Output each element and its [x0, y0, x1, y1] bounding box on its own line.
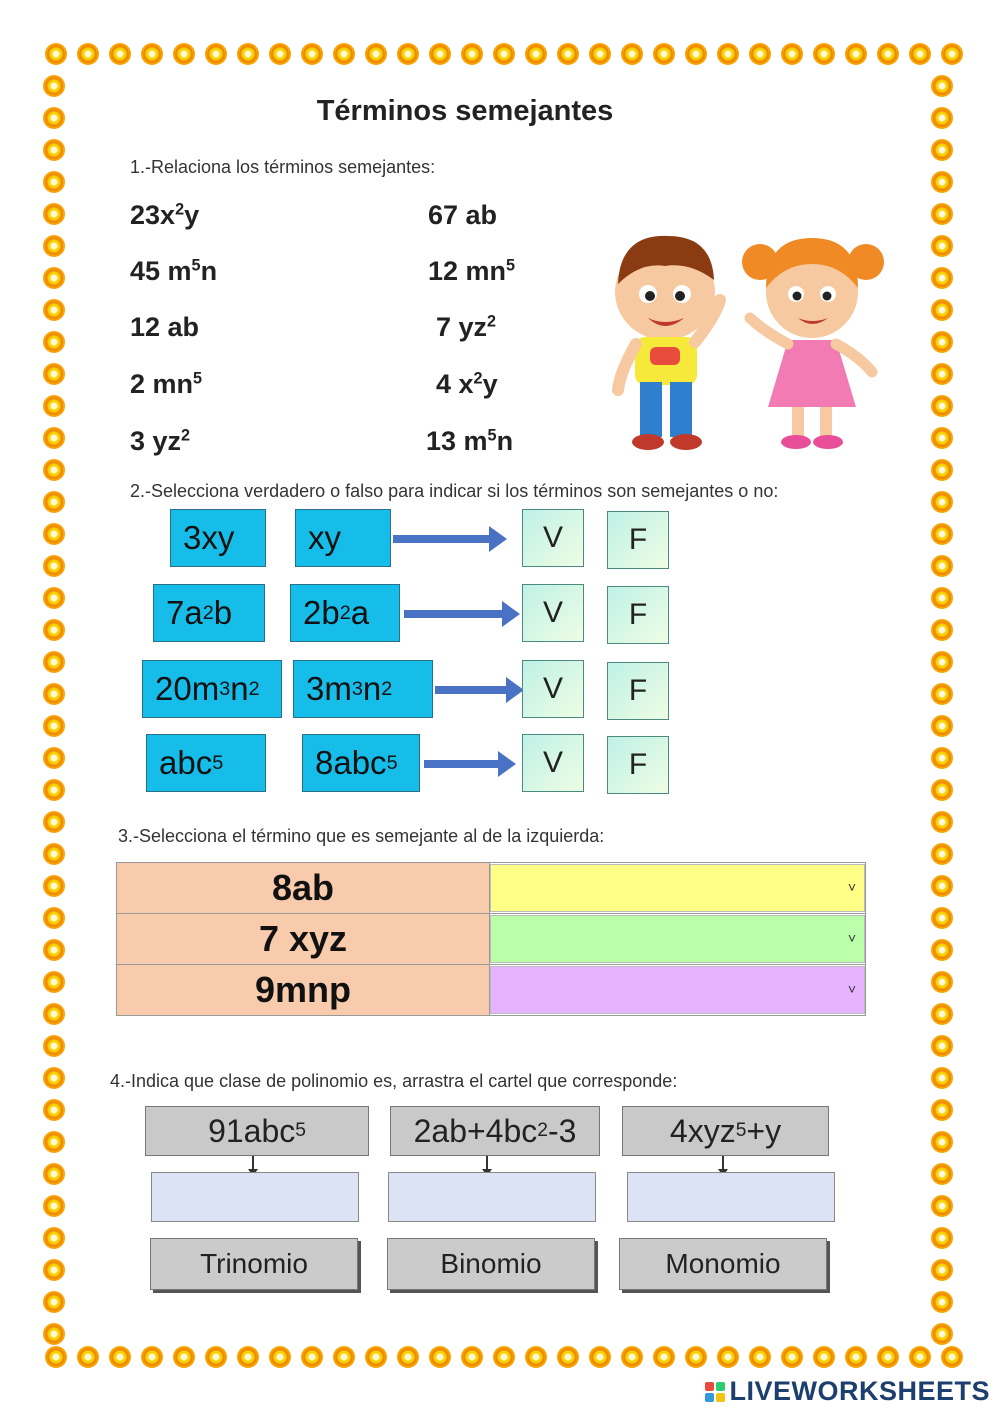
sunflower-icon [931, 747, 953, 769]
sunflower-icon [43, 203, 65, 225]
sunflower-icon [43, 299, 65, 321]
sunflower-icon [931, 1035, 953, 1057]
sunflower-icon [931, 1259, 953, 1281]
true-option[interactable]: V [522, 584, 584, 642]
sunflower-icon [77, 43, 99, 65]
sunflower-icon [931, 1163, 953, 1185]
sunflower-icon [931, 267, 953, 289]
sunflower-icon [205, 43, 227, 65]
sunflower-icon [43, 811, 65, 833]
sunflower-icon [237, 43, 259, 65]
sunflower-icon [685, 43, 707, 65]
children-illustration [590, 222, 900, 457]
section1-instruction: 1.-Relaciona los términos semejantes: [130, 157, 436, 177]
sunflower-icon [43, 1163, 65, 1185]
right-term[interactable]: 7 $yz^2$ [436, 312, 497, 342]
true-option[interactable]: V [522, 734, 584, 792]
right-term[interactable]: 67 ab [428, 200, 498, 230]
sunflower-icon [909, 1346, 931, 1368]
drop-target[interactable] [627, 1172, 835, 1222]
term-b-box: 2b 2 a [290, 584, 400, 642]
sunflower-icon [173, 43, 195, 65]
table-row [117, 863, 866, 914]
sunflower-icon [931, 299, 953, 321]
sunflower-icon [931, 107, 953, 129]
left-term[interactable]: 12 ab [130, 312, 200, 342]
left-term[interactable]: 2 $mn^5$ [130, 369, 203, 399]
sunflower-icon [43, 363, 65, 385]
sunflower-icon [931, 1099, 953, 1121]
sunflower-icon [269, 43, 291, 65]
sunflower-icon [931, 139, 953, 161]
sunflower-icon [931, 651, 953, 673]
sunflower-icon [589, 43, 611, 65]
term-a-box: 7a 2 b [153, 584, 265, 642]
border-right [930, 70, 954, 1350]
sunflower-icon [77, 1346, 99, 1368]
sunflower-icon [653, 1346, 675, 1368]
sunflower-icon [43, 1227, 65, 1249]
answer-cell [490, 863, 866, 914]
sunflower-icon [43, 875, 65, 897]
sunflower-icon [43, 171, 65, 193]
section3-table [116, 862, 866, 1016]
sunflower-icon [43, 1195, 65, 1217]
down-arrow-icon [486, 1156, 488, 1170]
polynomial-box: 4xyz 5 +y [622, 1106, 829, 1156]
sunflower-icon [525, 43, 547, 65]
sunflower-icon [109, 1346, 131, 1368]
sunflower-icon [931, 1323, 953, 1345]
drop-target[interactable] [151, 1172, 359, 1222]
sunflower-icon [877, 43, 899, 65]
sunflower-icon [45, 43, 67, 65]
sunflower-icon [931, 843, 953, 865]
sunflower-icon [43, 395, 65, 417]
sunflower-icon [931, 75, 953, 97]
sunflower-icon [813, 43, 835, 65]
sunflower-icon [931, 971, 953, 993]
sunflower-icon [749, 1346, 771, 1368]
page-title: Términos semejantes [316, 95, 614, 127]
sunflower-icon [43, 427, 65, 449]
sunflower-icon [43, 651, 65, 673]
sunflower-icon [931, 811, 953, 833]
sunflower-icon [931, 459, 953, 481]
sunflower-icon [43, 267, 65, 289]
left-term[interactable]: 3 $yz^2$ [130, 426, 191, 456]
term-a-box: abc 5 [146, 734, 266, 792]
sunflower-icon [43, 1323, 65, 1345]
sunflower-icon [931, 875, 953, 897]
sunflower-icon [493, 43, 515, 65]
sunflower-icon [429, 43, 451, 65]
girl-figure [742, 238, 884, 449]
sunflower-icon [931, 683, 953, 705]
border-left [42, 70, 66, 1350]
down-arrow-icon [252, 1156, 254, 1170]
brand-logo [705, 1376, 990, 1407]
sunflower-icon [941, 43, 963, 65]
sunflower-icon [877, 1346, 899, 1368]
sunflower-icon [237, 1346, 259, 1368]
sunflower-icon [43, 779, 65, 801]
sunflower-icon [621, 43, 643, 65]
sunflower-icon [301, 1346, 323, 1368]
sunflower-icon [43, 491, 65, 513]
sunflower-icon [429, 1346, 451, 1368]
sunflower-icon [717, 1346, 739, 1368]
polynomial-box: 91abc 5 [145, 1106, 369, 1156]
sunflower-icon [333, 1346, 355, 1368]
sunflower-icon [589, 1346, 611, 1368]
right-term[interactable]: 13 $m^5n$ [426, 426, 514, 456]
sunflower-icon [931, 1067, 953, 1089]
sunflower-icon [141, 1346, 163, 1368]
sunflower-icon [557, 43, 579, 65]
sunflower-icon [931, 619, 953, 641]
sunflower-icon [845, 43, 867, 65]
answer-cell [490, 965, 866, 1016]
sunflower-icon [685, 1346, 707, 1368]
reference-term: 9mnp [117, 965, 490, 1016]
sunflower-icon [43, 971, 65, 993]
sunflower-icon [205, 1346, 227, 1368]
sunflower-icon [781, 43, 803, 65]
sunflower-icon [43, 75, 65, 97]
sunflower-icon [931, 171, 953, 193]
sunflower-icon [931, 939, 953, 961]
brand-icon [705, 1382, 725, 1402]
sunflower-icon [43, 1035, 65, 1057]
left-term[interactable]: 45 $m^5n$ [130, 256, 218, 286]
right-arrow-icon [393, 526, 507, 552]
sunflower-icon [397, 1346, 419, 1368]
sunflower-icon [931, 1291, 953, 1313]
term-a-box: 20m 3 n 2 [142, 660, 282, 718]
sunflower-icon [931, 1003, 953, 1025]
sunflower-icon [621, 1346, 643, 1368]
false-option[interactable]: F [607, 736, 669, 794]
sunflower-icon [43, 939, 65, 961]
sunflower-icon [397, 43, 419, 65]
sunflower-icon [931, 363, 953, 385]
section2-instruction: 2.-Selecciona verdadero o falso para indicar si los términos son semejantes o no: [130, 481, 779, 501]
true-option[interactable]: V [522, 660, 584, 718]
boy-figure [615, 236, 720, 450]
sunflower-icon [931, 395, 953, 417]
sunflower-icon [931, 523, 953, 545]
sunflower-icon [813, 1346, 835, 1368]
answer-cell [490, 914, 866, 965]
sunflower-icon [43, 587, 65, 609]
term-b-box: xy [295, 509, 391, 567]
chevron-down-icon: ˅ [847, 981, 856, 997]
sunflower-icon [43, 1259, 65, 1281]
sunflower-icon [43, 715, 65, 737]
sunflower-icon [931, 427, 953, 449]
sunflower-icon [931, 587, 953, 609]
sunflower-icon [845, 1346, 867, 1368]
sunflower-icon [781, 1346, 803, 1368]
sunflower-icon [557, 1346, 579, 1368]
sunflower-icon [931, 1227, 953, 1249]
sunflower-icon [141, 43, 163, 65]
right-arrow-icon [435, 677, 524, 703]
chevron-down-icon: ˅ [847, 879, 856, 895]
section4-instruction: 4.-Indica que clase de polinomio es, arrastra el cartel que corresponde: [110, 1071, 678, 1091]
sunflower-icon [43, 1067, 65, 1089]
sunflower-icon [43, 1003, 65, 1025]
sunflower-icon [493, 1346, 515, 1368]
answer-dropdown[interactable] [490, 864, 865, 912]
right-arrow-icon [404, 601, 520, 627]
sunflower-icon [653, 43, 675, 65]
right-term[interactable]: 12 $mn^5$ [428, 256, 516, 286]
sunflower-icon [931, 907, 953, 929]
polynomial-box: 2ab+4bc 2 -3 [390, 1106, 600, 1156]
section3-instruction: 3.-Selecciona el término que es semejante al de la izquierda: [118, 826, 605, 846]
sunflower-icon [333, 43, 355, 65]
drop-target[interactable] [388, 1172, 596, 1222]
term-a-box: 3xy [170, 509, 266, 567]
sunflower-icon [43, 555, 65, 577]
false-option[interactable]: F [607, 662, 669, 720]
sunflower-icon [43, 235, 65, 257]
sunflower-icon [461, 1346, 483, 1368]
sunflower-icon [43, 459, 65, 481]
table-row [117, 914, 866, 965]
sunflower-icon [43, 1099, 65, 1121]
border-top [40, 42, 968, 66]
sunflower-icon [43, 619, 65, 641]
draggable-label-card[interactable]: Binomio [387, 1238, 595, 1290]
sunflower-icon [43, 907, 65, 929]
right-term[interactable]: 4 $x^2y$ [436, 369, 498, 399]
sunflower-icon [909, 43, 931, 65]
sunflower-icon [43, 747, 65, 769]
draggable-label-card[interactable]: Monomio [619, 1238, 827, 1290]
sunflower-icon [43, 683, 65, 705]
sunflower-icon [43, 1131, 65, 1153]
border-bottom [40, 1345, 968, 1369]
sunflower-icon [109, 43, 131, 65]
sunflower-icon [269, 1346, 291, 1368]
sunflower-icon [931, 555, 953, 577]
sunflower-icon [43, 1291, 65, 1313]
sunflower-icon [365, 43, 387, 65]
left-term[interactable]: $23x^2y$ [130, 200, 200, 230]
draggable-label-card[interactable]: Trinomio [150, 1238, 358, 1290]
sunflower-icon [43, 139, 65, 161]
sunflower-icon [173, 1346, 195, 1368]
sunflower-icon [43, 331, 65, 353]
sunflower-icon [931, 779, 953, 801]
reference-term: 8ab [117, 863, 490, 914]
sunflower-icon [931, 1195, 953, 1217]
sunflower-icon [301, 43, 323, 65]
table-row [117, 965, 866, 1016]
sunflower-icon [931, 235, 953, 257]
brand-name: LIVEWORKSHEETS [729, 1376, 990, 1406]
sunflower-icon [717, 43, 739, 65]
sunflower-icon [365, 1346, 387, 1368]
sunflower-icon [931, 1131, 953, 1153]
term-b-box: 8abc 5 [302, 734, 420, 792]
true-option[interactable]: V [522, 509, 584, 567]
term-b-box: 3m 3 n 2 [293, 660, 433, 718]
sunflower-icon [931, 715, 953, 737]
sunflower-icon [43, 523, 65, 545]
answer-dropdown[interactable] [490, 966, 865, 1014]
false-option[interactable]: F [607, 511, 669, 569]
sunflower-icon [931, 331, 953, 353]
chevron-down-icon: ˅ [847, 930, 856, 946]
down-arrow-icon [722, 1156, 724, 1170]
false-option[interactable]: F [607, 586, 669, 644]
sunflower-icon [43, 843, 65, 865]
sunflower-icon [461, 43, 483, 65]
sunflower-icon [931, 203, 953, 225]
right-arrow-icon [424, 751, 516, 777]
sunflower-icon [931, 491, 953, 513]
sunflower-icon [525, 1346, 547, 1368]
answer-dropdown[interactable] [490, 915, 865, 963]
reference-term: 7 xyz [117, 914, 490, 965]
sunflower-icon [749, 43, 771, 65]
